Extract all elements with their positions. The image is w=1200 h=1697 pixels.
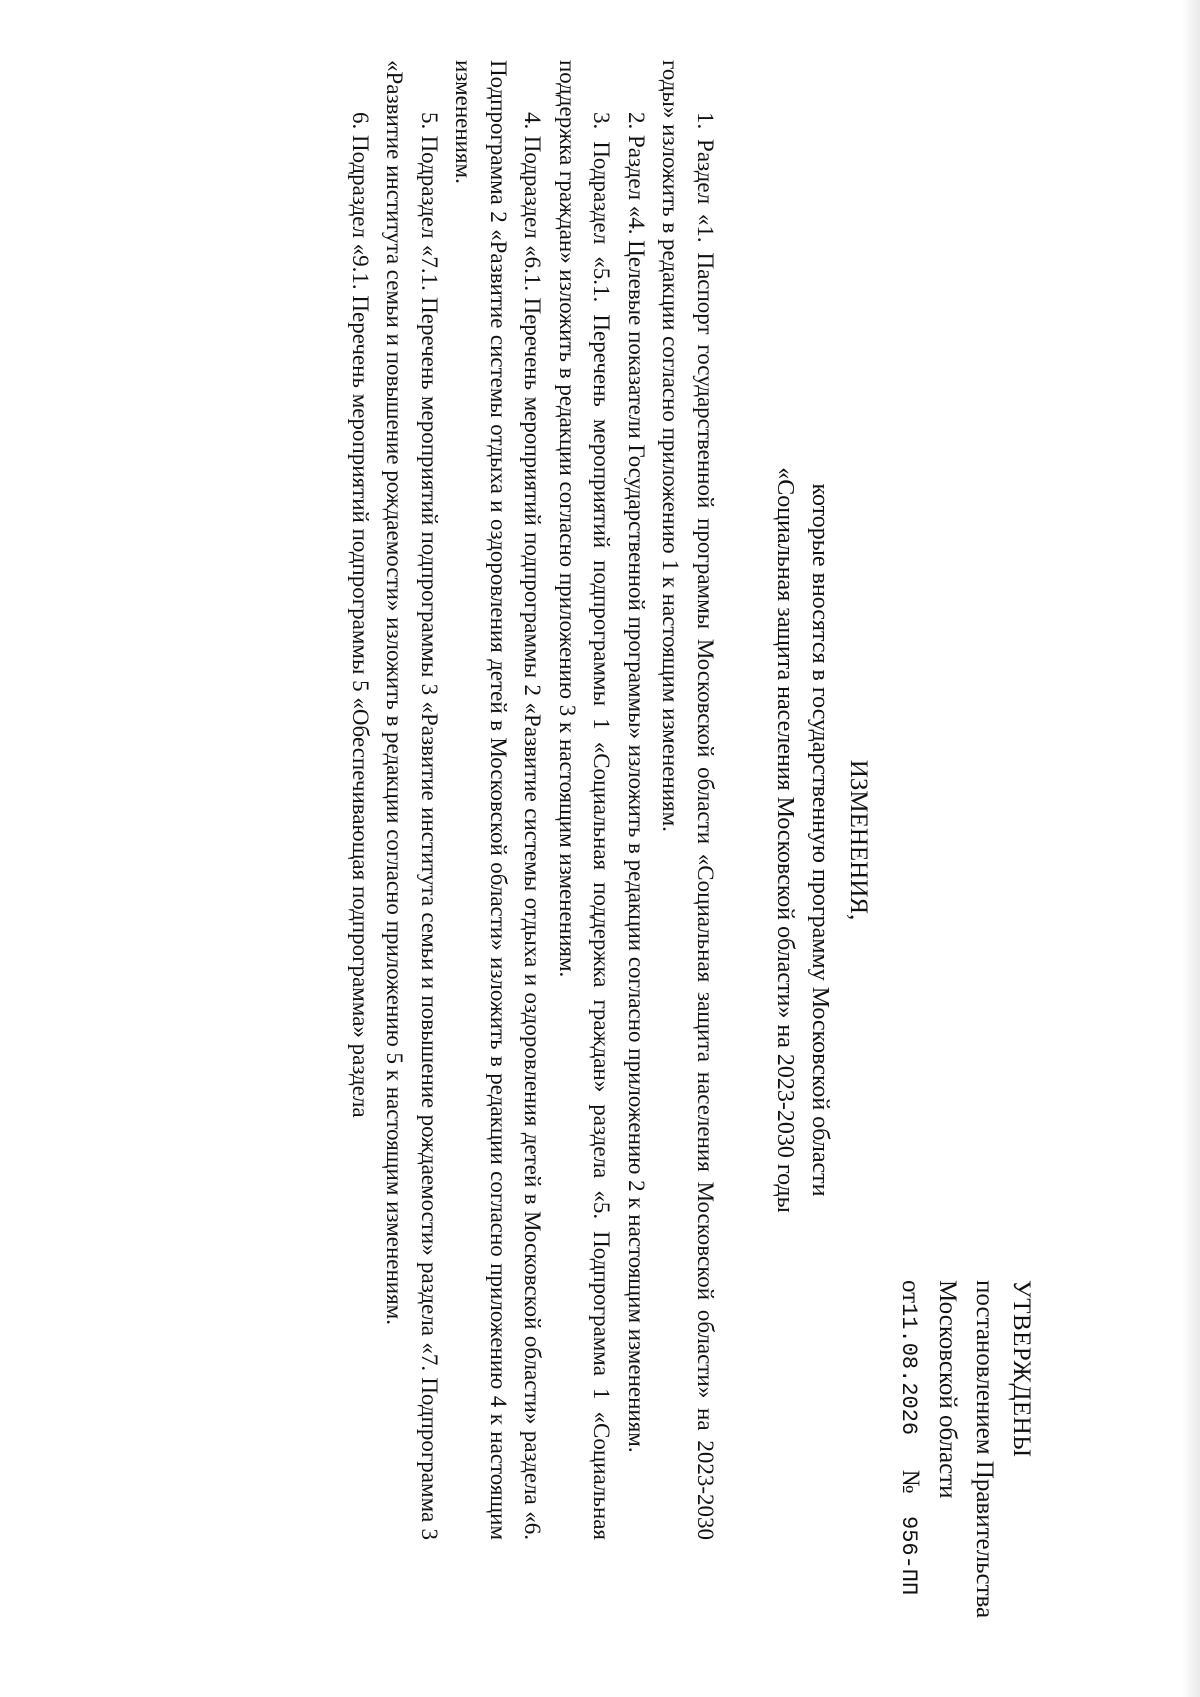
item-3: 3. Подраздел «5.1. Перечень мероприятий подпрограммы 1 «Социальная поддержка граждан» раздела «5. Подпрограмма 1 «Социальная поддержка граждан» изложить в редакции согласно приложению 3 к настоящим изменениям. — [555, 60, 615, 1540]
approval-from-prefix: от — [897, 1280, 924, 1304]
approval-date-number — [890, 1280, 929, 1620]
page-edge-shadow — [1182, 0, 1200, 1697]
document-subtitle-line-1: которые вносятся в государственную программу Московской области — [807, 483, 833, 1197]
item-5: 5. Подраздел «7.1. Перечень мероприятий подпрограммы 3 «Развитие института семьи и повышение рождаемости» раздела «7. Подпрограмма 3 «Развитие института семьи и повышение рождаемости» изложить в редакции согласно приложению 5 к настоящим изменениям. — [382, 60, 442, 1540]
approval-stamp-block — [890, 1280, 1040, 1620]
document-title: ИЗМЕНЕНИЯ, — [845, 759, 872, 921]
item-2: 2. Раздел «4. Целевые показатели Государственной программы» изложить в редакции согласно приложению 2 к настоящим изменениям. — [624, 112, 649, 1453]
item-6: 6. Подраздел «9.1. Перечень мероприятий подпрограммы 5 «Обеспечивающая подпрограмма» раздела — [348, 112, 373, 1118]
rotated-document-page — [348, 60, 1040, 1620]
approval-line-government: постановлением Правительства — [971, 1280, 998, 1619]
approval-title: УТВЕРЖДЕНЫ — [1008, 1280, 1035, 1458]
number-sign: № — [897, 1469, 924, 1494]
document-body — [343, 60, 723, 1540]
document-subtitle-line-2: «Социальная защита населения Московской области» на 2023-2030 годы — [772, 467, 798, 1213]
item-1: 1. Раздел «1. Паспорт государственной программы Московской области «Социальная защита населения Московской области» на 2023-2030 годы» изложить в редакции согласно приложению 1 к настоящим изменениям. — [658, 60, 718, 1540]
approval-number: 956-ПП — [896, 1516, 921, 1596]
item-4: 4. Подраздел «6.1. Перечень мероприятий подпрограммы 2 «Развитие системы отдыха и оздоровления детей в Московской области» раздела «6. Подпрограмма 2 «Развитие системы отдыха и оздоровления детей в Московской области» изложить в редакции согласно приложению 4 к настоящим изменениям. — [451, 60, 546, 1540]
approval-line-region: Московской области — [934, 1280, 961, 1499]
approval-date: 11.08.2026 — [896, 1303, 921, 1436]
